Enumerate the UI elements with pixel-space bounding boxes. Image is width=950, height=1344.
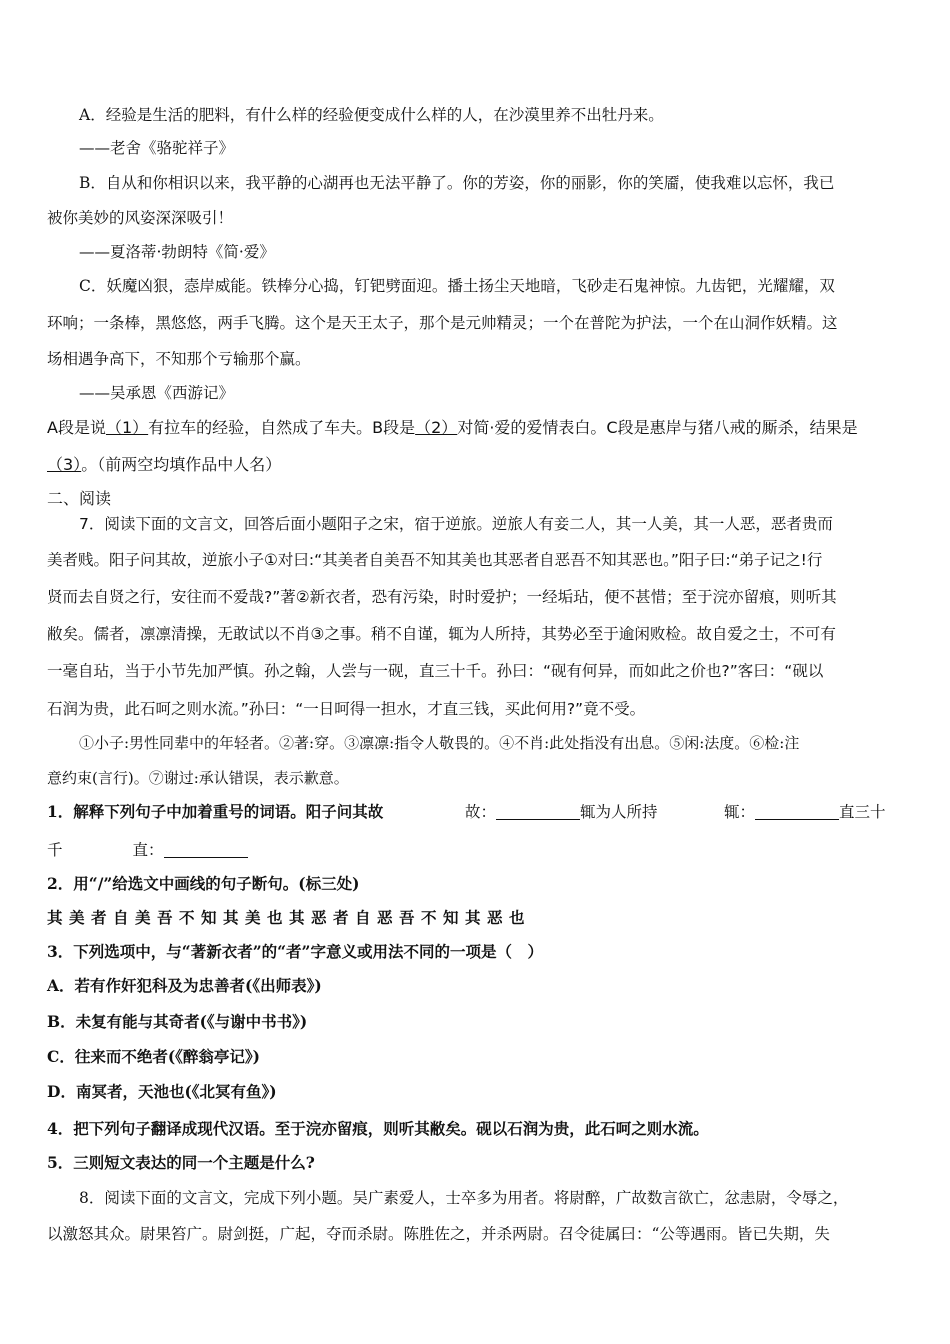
blank-2[interactable]: （2）	[415, 418, 458, 437]
answer-blank-zhe[interactable]	[755, 803, 839, 820]
passage-b-source: ——夏洛蒂·勃朗特《简·爱》	[79, 243, 275, 261]
passage-b-text-cont: 被你美妙的风姿深深吸引！	[47, 209, 234, 227]
label-zhe: 辄：	[724, 803, 756, 821]
sub1-gu	[465, 800, 658, 822]
fill-text: 有拉车的经验，自然成了车夫。B段是	[148, 418, 416, 437]
sub2-question: 2．用“/”给选文中画线的句子断句。(标三处)	[47, 874, 360, 893]
q7-line: 7．阅读下面的文言文，回答后面小题阳子之宋，宿于逆旅。逆旅人有妾二人，其一人美，其一人恶，恶者贵而	[79, 515, 833, 533]
q7-annotation: ①小子:男性同辈中的年轻者。②著:穿。③凛凛:指令人敬畏的。④不肖:此处指没有出息。⑤闲:法度。⑥检:注	[79, 734, 800, 752]
fill-text: 。（前两空均填作品中人名）	[81, 455, 282, 474]
sub3-question: 3．下列选项中，与“著新衣者”的“者”字意义或用法不同的一项是（ ）	[47, 942, 543, 961]
passage-c-text-cont: 环响；一条棒，黑悠悠，两手飞腾。这个是天王太子，那个是元帅精灵；一个在普陀为护法，一个在山洞作妖精。这	[47, 314, 838, 332]
option-d[interactable]: D．南冥者，天池也(《北冥有鱼》)	[47, 1082, 277, 1101]
q8-line: 8．阅读下面的文言文，完成下列小题。吴广素爱人，士卒多为用者。将尉醉，广故数言欲亡，忿恚尉，令辱之，	[79, 1189, 849, 1207]
q7-line: 敝矣。儒者，凛凛清操，无敢试以不肖③之事。稍不自谨，辄为人所持，其势必至于逾闲败检。故自爱之士，不可有	[47, 625, 836, 643]
blank-1[interactable]: （1）	[105, 418, 149, 437]
sub1-text: 1．解释下列句子中加着重号的词语。阳子问其故	[47, 802, 384, 821]
q7-line: 石润为贵，此石呵之则水流。”孙曰：“一日呵得一担水，才直三钱，买此何用?”竟不受。	[47, 700, 646, 718]
sub1-question	[47, 800, 383, 822]
passage-c-text: C．妖魔凶狠，悫岸威能。铁棒分心捣，钉钯劈面迎。播土扬尘天地暗，飞砂走石鬼神惊。九齿钯，光耀耀，双	[79, 277, 835, 295]
section-title: 二、阅读	[47, 489, 112, 508]
q8-line: 以激怒其众。尉果笞广。尉剑挺，广起，夺而杀尉。陈胜佐之，并杀两尉。召令徒属曰：“公等遇雨。皆已失期，失	[47, 1225, 830, 1243]
sub1-line-2	[47, 838, 248, 860]
sub1-text: 直三十	[839, 803, 886, 821]
passage-a-text: A．经验是生活的肥料，有什么样的经验便变成什么样的人，在沙漠里养不出牡丹来。	[79, 106, 664, 124]
q7-line: 一毫自玷，当于小节先加严慎。孙之翰，人尝与一砚，直三十千。孙曰：“砚有何异，而如此之价也?”客曰：“砚以	[47, 662, 824, 680]
option-c[interactable]: C．往来而不绝者(《醉翁亭记》)	[47, 1047, 261, 1066]
sub1-text: 辄为人所持	[580, 803, 658, 821]
option-a[interactable]: A．若有作奸犯科及为忠善者(《出师表》)	[47, 976, 322, 995]
blank-3[interactable]: （3）	[47, 455, 82, 474]
sub4-question: 4．把下列句子翻译成现代汉语。至于浣亦留痕，则听其敝矣。砚以石润为贵，此石呵之则水流。	[47, 1119, 709, 1138]
label-zhi: 直：	[132, 841, 164, 859]
answer-blank-gu[interactable]	[496, 803, 580, 820]
answer-blank-zhi[interactable]	[164, 841, 248, 858]
fill-text: A段是说	[47, 418, 106, 437]
passage-b-text: B．自从和你相识以来，我平静的心湖再也无法平静了。你的芳姿，你的丽影，你的笑靥，使我难以忘怀，我已	[79, 174, 835, 192]
option-b[interactable]: B．未复有能与其奇者(《与谢中书书》)	[47, 1012, 308, 1031]
fill-text: 对简·爱的爱情表白。C段是惠岸与猪八戒的厮杀，结果是	[457, 418, 858, 437]
label-gu: 故：	[465, 803, 497, 821]
q7-line: 美者贱。阳子问其故，逆旅小子①对曰:“其美者自美吾不知其美也其恶者自恶吾不知其恶也。”阳子曰:“弟子记之!行	[47, 551, 823, 569]
q7-line: 贤而去自贤之行，安往而不爱哉?”著②新衣者，恐有污染，时时爱护；一经垢玷，便不甚惜；至于浣亦留痕，则听其	[47, 588, 837, 606]
passage-c-source: ——吴承恩《西游记》	[79, 384, 235, 402]
fill-question-line-2	[47, 452, 281, 475]
sub1-zhe	[724, 800, 886, 822]
sub1-text: 千	[47, 841, 63, 859]
fill-question-line	[47, 415, 858, 438]
sub5-question: 5．三则短文表达的同一个主题是什么?	[47, 1153, 315, 1172]
sub2-sentence: 其美者自美吾不知其美也其恶者自恶吾不知其恶也	[47, 908, 532, 927]
q7-annotation-cont: 意约束(言行)。⑦谢过:承认错误，表示歉意。	[47, 769, 349, 787]
passage-c-text-end: 场相遇争高下，不知那个亏输那个赢。	[47, 350, 311, 368]
passage-a-source: ——老舍《骆驼祥子》	[79, 139, 235, 157]
